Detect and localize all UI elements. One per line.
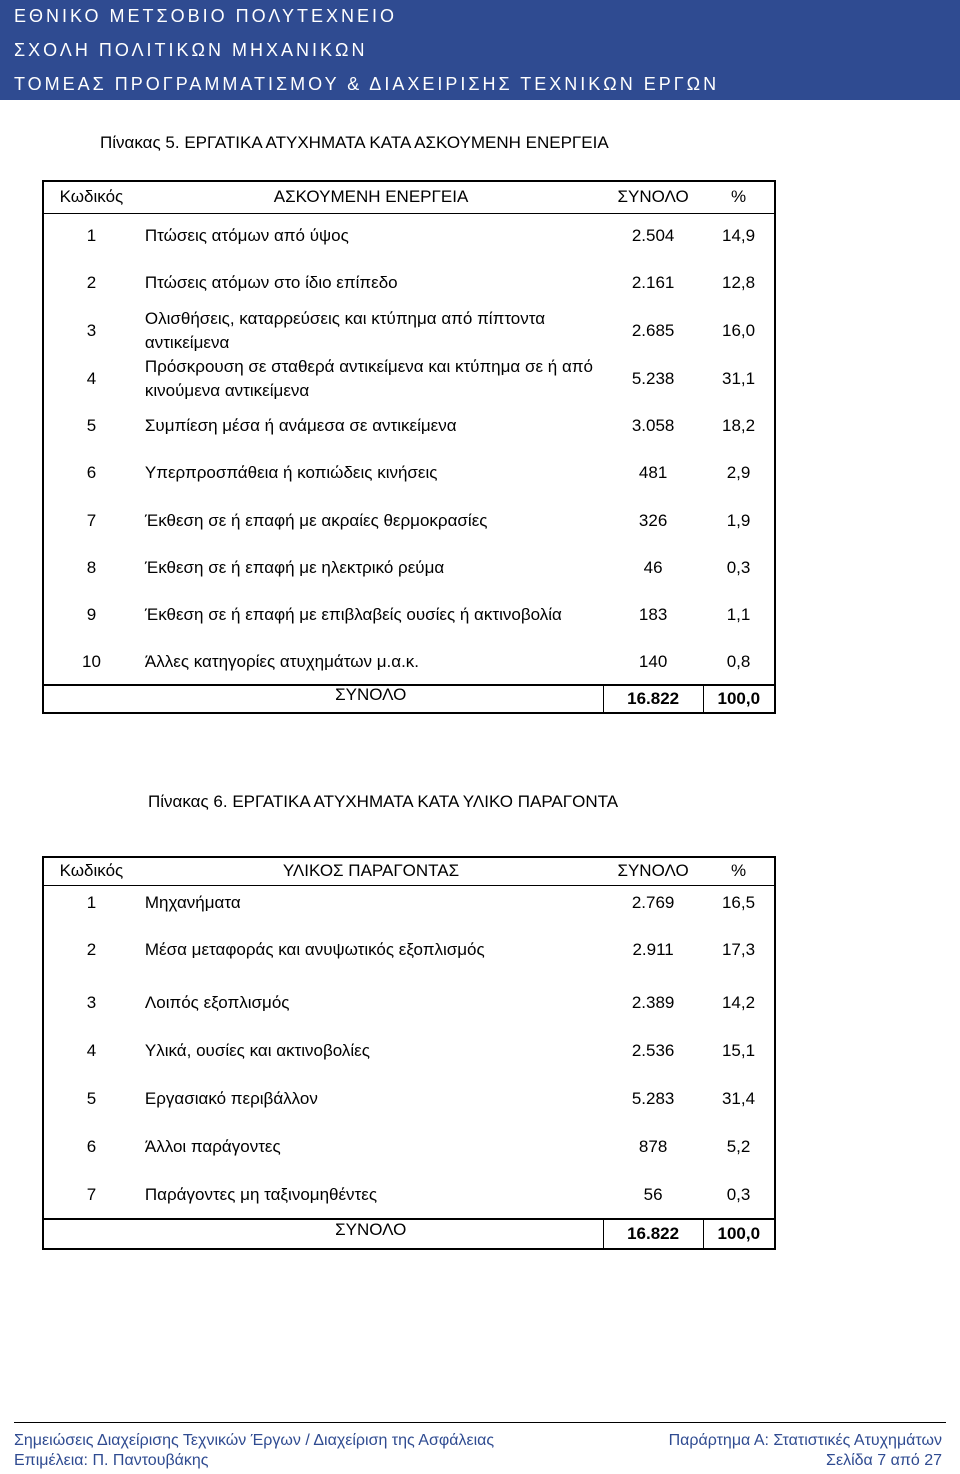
row-code: 1 — [86, 893, 97, 913]
row-code: 4 — [86, 1041, 97, 1060]
table-row — [43, 307, 775, 355]
row-total: 2.389 — [631, 993, 675, 1012]
row-total: 5.238 — [631, 369, 675, 388]
row-percent: 2,9 — [726, 463, 751, 482]
row-description: Πρόσκρουση σε σταθερά αντικείμενα και κτύπημα σε ή από κινούμενα αντικείμενα — [144, 357, 593, 400]
row-code: 7 — [86, 1184, 97, 1204]
row-description: Έκθεση σε ή επαφή με ακραίες θερμοκρασίες — [144, 511, 488, 530]
total-label: ΣΥΝΟΛΟ — [139, 681, 603, 709]
row-percent: 14,2 — [721, 993, 756, 1012]
header-total: ΣΥΝΟΛΟ — [603, 181, 703, 213]
header-code: Κωδικός — [43, 181, 139, 213]
row-total: 2.685 — [631, 321, 675, 340]
table-row — [43, 921, 775, 979]
table-row — [43, 1123, 775, 1171]
total-percent: 100,0 — [703, 685, 775, 713]
row-description: Εργασιακό περιβάλλον — [144, 1089, 318, 1108]
row-percent: 31,4 — [721, 1089, 756, 1108]
row-code: 10 — [81, 651, 101, 671]
row-description: Έκθεση σε ή επαφή με επιβλαβείς ουσίες ή ακτινοβολία — [144, 605, 562, 624]
row-code: 8 — [86, 558, 97, 577]
row-code: 6 — [86, 1137, 97, 1156]
row-code: 4 — [86, 369, 97, 388]
row-description: Έκθεση σε ή επαφή με ηλεκτρικό ρεύμα — [144, 558, 445, 577]
header-description: ΥΛΙΚΟΣ ΠΑΡΑΓΟΝΤΑΣ — [139, 857, 603, 885]
table6 — [42, 856, 776, 1250]
row-description: Ολισθήσεις, καταρρεύσεις και κτύπημα από πίπτοντα αντικείμενα — [144, 309, 546, 352]
table-row — [43, 885, 775, 921]
row-total: 2.769 — [631, 893, 675, 913]
row-code: 5 — [86, 1089, 97, 1108]
total-blank-cell — [43, 1219, 139, 1249]
table-row — [43, 979, 775, 1027]
row-total: 326 — [638, 511, 668, 530]
row-total: 46 — [643, 558, 663, 577]
table5-caption-title: ΕΡΓΑΤΙΚΑ ΑΤΥΧΗΜΑΤΑ ΚΑΤΑ ΑΣΚΟΥΜΕΝΗ ΕΝΕΡΓΕΙΑ — [184, 133, 609, 152]
row-total: 2.911 — [632, 940, 674, 959]
row-percent: 16,0 — [721, 321, 756, 340]
table-row — [43, 355, 775, 403]
row-description: Υπερπροσπάθεια ή κοπιώδεις κινήσεις — [144, 463, 438, 482]
header-description: ΑΣΚΟΥΜΕΝΗ ΕΝΕΡΓΕΙΑ — [139, 181, 603, 213]
row-percent: 0,3 — [726, 558, 751, 577]
row-description: Λοιπός εξοπλισμός — [144, 993, 290, 1012]
table-header-row — [43, 857, 775, 885]
footer-appendix: Παράρτημα Α: Στατιστικές Ατυχημάτων — [668, 1432, 942, 1449]
row-description: Μέσα μεταφοράς και ανυψωτικός εξοπλισμός — [144, 940, 485, 959]
row-code: 7 — [86, 511, 97, 530]
footer-course-title: Σημειώσεις Διαχείρισης Τεχνικών Έργων / Διαχείριση της Ασφάλειας — [14, 1432, 495, 1449]
total-value: 16.822 — [603, 685, 703, 713]
row-percent: 14,9 — [721, 226, 756, 246]
table-row — [43, 591, 775, 639]
row-total: 2.536 — [631, 1041, 675, 1060]
table-row — [43, 449, 775, 497]
table-row — [43, 1075, 775, 1123]
row-total: 2.161 — [631, 273, 675, 292]
row-code: 3 — [86, 321, 97, 340]
total-percent: 100,0 — [703, 1219, 775, 1249]
row-code: 2 — [86, 273, 97, 292]
footer-rule — [14, 1422, 946, 1423]
footer-page-number: Σελίδα 7 από 27 — [826, 1452, 942, 1469]
row-code: 2 — [86, 940, 97, 959]
row-description: Συμπίεση μέσα ή ανάμεσα σε αντικείμενα — [144, 416, 457, 435]
document-header — [0, 0, 960, 100]
row-percent: 17,3 — [721, 940, 756, 959]
table5-caption-prefix: Πίνακας 5. — [100, 133, 180, 152]
table6-caption — [148, 792, 618, 812]
header-department: ΤΟΜΕΑΣ ΠΡΟΓΡΑΜΜΑΤΙΣΜΟΥ & ΔΙΑΧΕΙΡΙΣΗΣ ΤΕΧΝΙΚΩΝ ΕΡΓΩΝ — [14, 74, 720, 94]
row-percent: 1,1 — [726, 605, 751, 624]
row-percent: 12,8 — [721, 273, 756, 292]
row-total: 183 — [638, 605, 668, 624]
table6-caption-prefix: Πίνακας 6. — [148, 792, 228, 811]
row-description: Μηχανήματα — [144, 893, 241, 913]
header-code: Κωδικός — [43, 857, 139, 885]
row-description: Άλλες κατηγορίες ατυχημάτων μ.α.κ. — [144, 651, 420, 671]
row-total: 2.504 — [631, 226, 675, 246]
row-total: 140 — [638, 651, 668, 671]
row-code: 9 — [86, 605, 97, 624]
total-blank-cell — [43, 685, 139, 713]
table-row — [43, 1027, 775, 1075]
header-percent: % — [703, 181, 775, 213]
row-code: 6 — [86, 463, 97, 482]
row-total: 481 — [638, 463, 668, 482]
row-code: 3 — [86, 993, 97, 1012]
row-description: Πτώσεις ατόμων από ύψος — [144, 226, 349, 246]
row-description: Υλικά, ουσίες και ακτινοβολίες — [144, 1041, 370, 1060]
table-row — [43, 213, 775, 259]
header-total: ΣΥΝΟΛΟ — [603, 857, 703, 885]
row-percent: 16,5 — [721, 893, 756, 913]
row-description: Πτώσεις ατόμων στο ίδιο επίπεδο — [144, 273, 398, 292]
row-description: Παράγοντες μη ταξινομηθέντες — [144, 1184, 378, 1204]
row-code: 5 — [86, 416, 97, 435]
total-label: ΣΥΝΟΛΟ — [139, 1215, 603, 1245]
row-percent: 0,3 — [726, 1184, 751, 1204]
table-total-row — [43, 685, 775, 713]
total-value: 16.822 — [603, 1219, 703, 1249]
table-total-row — [43, 1219, 775, 1249]
table-header-row — [43, 181, 775, 213]
footer-editor: Επιμέλεια: Π. Παντουβάκης — [14, 1452, 209, 1469]
table-row — [43, 497, 775, 545]
row-total: 56 — [643, 1184, 663, 1204]
row-percent: 5,2 — [726, 1137, 751, 1156]
header-university: ΕΘΝΙΚΟ ΜΕΤΣΟΒΙΟ ΠΟΛΥΤΕΧΝΕΙΟ — [14, 6, 397, 26]
row-total: 878 — [638, 1137, 668, 1156]
table-row — [43, 545, 775, 591]
header-school: ΣΧΟΛΗ ΠΟΛΙΤΙΚΩΝ ΜΗΧΑΝΙΚΩΝ — [14, 40, 368, 60]
row-total: 3.058 — [631, 416, 675, 435]
row-total: 5.283 — [631, 1089, 675, 1108]
table6-caption-title: ΕΡΓΑΤΙΚΑ ΑΤΥΧΗΜΑΤΑ ΚΑΤΑ ΥΛΙΚΟ ΠΑΡΑΓΟΝΤΑ — [232, 792, 619, 811]
row-percent: 15,1 — [721, 1041, 756, 1060]
row-code: 1 — [86, 226, 97, 246]
row-percent: 31,1 — [721, 369, 756, 388]
table-row — [43, 403, 775, 449]
row-description: Άλλοι παράγοντες — [144, 1137, 281, 1156]
table5-caption — [100, 133, 609, 153]
row-percent: 1,9 — [726, 511, 751, 530]
table-row — [43, 259, 775, 307]
table-row — [43, 639, 775, 685]
header-percent: % — [703, 857, 775, 885]
row-percent: 0,8 — [726, 651, 751, 671]
table5 — [42, 180, 776, 714]
row-percent: 18,2 — [721, 416, 756, 435]
table-row — [43, 1171, 775, 1219]
